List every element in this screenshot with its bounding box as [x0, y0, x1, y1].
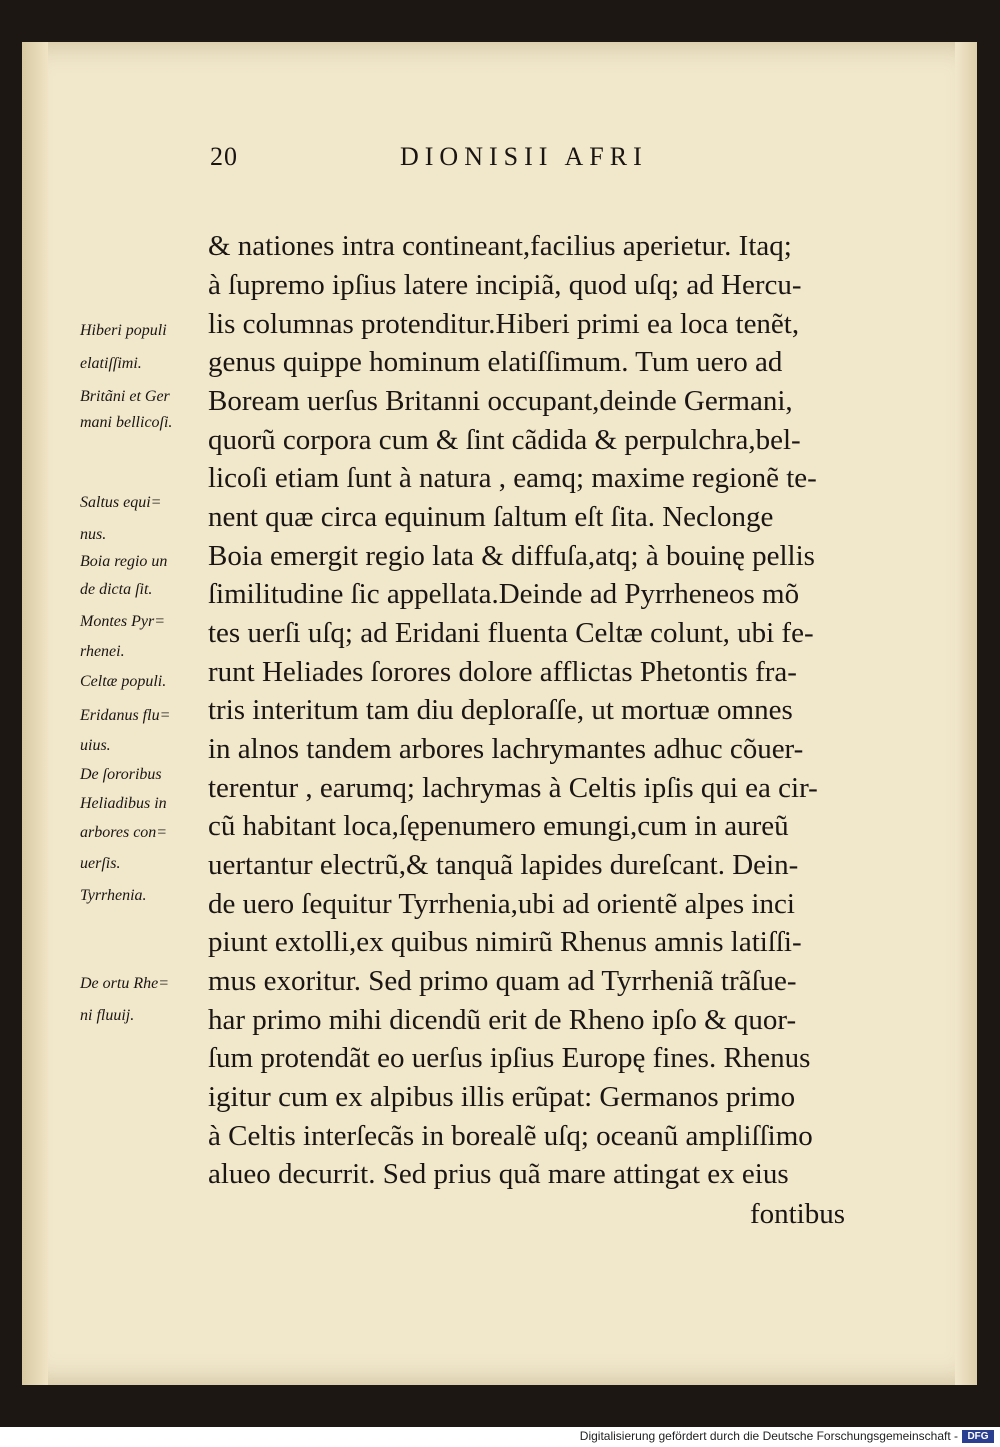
text-line: tes uerſi uſq; ad Eridani fluenta Celtæ colunt, ubi fe-: [208, 617, 814, 649]
text-line: & nationes intra contineant,facilius aperietur. Itaq;: [208, 230, 792, 262]
marginal-note: Saltus equi=: [80, 494, 162, 511]
marginal-note: De ortu Rhe=: [80, 975, 169, 992]
page-number: 20: [210, 142, 238, 171]
text-line: nent quæ circa equinum ſaltum eſt ſita. Neclonge: [208, 501, 774, 533]
text-line: in alnos tandem arbores lachrymantes adhuc cõuer-: [208, 733, 804, 765]
marginal-note: Tyrrhenia.: [80, 887, 147, 904]
marginal-note: arbores con=: [80, 824, 168, 841]
marginal-note: de dicta ſit.: [80, 581, 153, 598]
text-line: mus exoritur. Sed primo quam ad Tyrrheniã trãſue-: [208, 965, 797, 997]
marginal-note: Britãni et Ger: [80, 388, 170, 405]
text-line: Boia emergit regio lata & diffuſa,atq; à bouinę pellis: [208, 540, 815, 572]
marginal-note: Celtæ populi.: [80, 673, 167, 690]
catchword: fontibus: [749, 1198, 845, 1230]
marginal-note: rhenei.: [80, 643, 125, 660]
dfg-logo: DFG: [962, 1430, 994, 1443]
text-line: genus quippe hominum elatiſſimum. Tum uero ad: [208, 346, 783, 378]
text-line: quorũ corpora cum & ſint cãdida & perpulchra,bel-: [208, 424, 801, 456]
text-line: lis columnas protenditur.Hiberi primi ea loca tenẽt,: [208, 308, 800, 340]
marginal-note: mani bellicoſi.: [80, 414, 173, 431]
text-line: igitur cum ex alpibus illis erũpat: Germanos primo: [208, 1081, 796, 1113]
marginal-note: uius.: [80, 737, 111, 754]
marginal-note: nus.: [80, 526, 107, 543]
marginal-note: Heliadibus in: [80, 795, 167, 812]
marginal-note: De ſororibus: [80, 766, 162, 783]
marginal-note: Montes Pyr=: [80, 613, 165, 630]
marginal-note: Hiberi populi: [80, 322, 167, 339]
text-line: tris interitum tam diu deploraſſe, ut mortuæ omnes: [208, 694, 793, 726]
footer-strip: [0, 1427, 1000, 1447]
running-head: DIONISII AFRI: [400, 142, 648, 171]
text-line: à ſupremo ipſius latere incipiã, quod uſq; ad Hercu-: [208, 269, 802, 301]
text-line: alueo decurrit. Sed prius quã mare attingat ex eius: [208, 1158, 789, 1190]
marginal-note: ni fluuij.: [80, 1007, 135, 1024]
marginal-note: elatiſſimi.: [80, 355, 142, 372]
marginal-note: Boia regio un: [80, 553, 168, 570]
text-line: ſimilitudine ſic appellata.Deinde ad Pyrrheneos mõ: [208, 578, 800, 610]
page-right-edge: [955, 42, 977, 1385]
text-line: runt Heliades ſorores dolore afflictas Phetontis fra-: [208, 656, 797, 688]
text-line: Boream uerſus Britanni occupant,deinde Germani,: [208, 385, 793, 417]
page-gutter-edge: [22, 42, 48, 1385]
text-line: piunt extolli,ex quibus nimirũ Rhenus amnis latiſſi-: [208, 926, 802, 958]
text-line: de uero ſequitur Tyrrhenia,ubi ad orientẽ alpes inci: [208, 888, 795, 920]
text-line: terentur , earumq; lachrymas à Celtis ipſis qui ea cir-: [208, 772, 818, 804]
text-line: licoſi etiam ſunt à natura , eamq; maxime regionẽ te-: [208, 462, 817, 494]
text-line: uertantur electrũ,& tanquã lapides dureſcant. Dein-: [208, 849, 799, 881]
text-line: har primo mihi dicendũ erit de Rheno ipſo & quor-: [208, 1004, 797, 1036]
text-line: cũ habitant loca,ſępenumero emungi,cum in aureũ: [208, 810, 789, 842]
footer-credit: Digitalisierung gefördert durch die Deutsche Forschungsgemeinschaft -: [579, 1429, 958, 1443]
text-line: ſum protendãt eo uerſus ipſius Europę fines. Rhenus: [208, 1042, 811, 1074]
marginal-note: Eridanus flu=: [80, 707, 171, 724]
marginal-note: uerſis.: [80, 855, 121, 872]
text-line: à Celtis interſecãs in borealẽ uſq; oceanũ ampliſſimo: [208, 1120, 813, 1152]
